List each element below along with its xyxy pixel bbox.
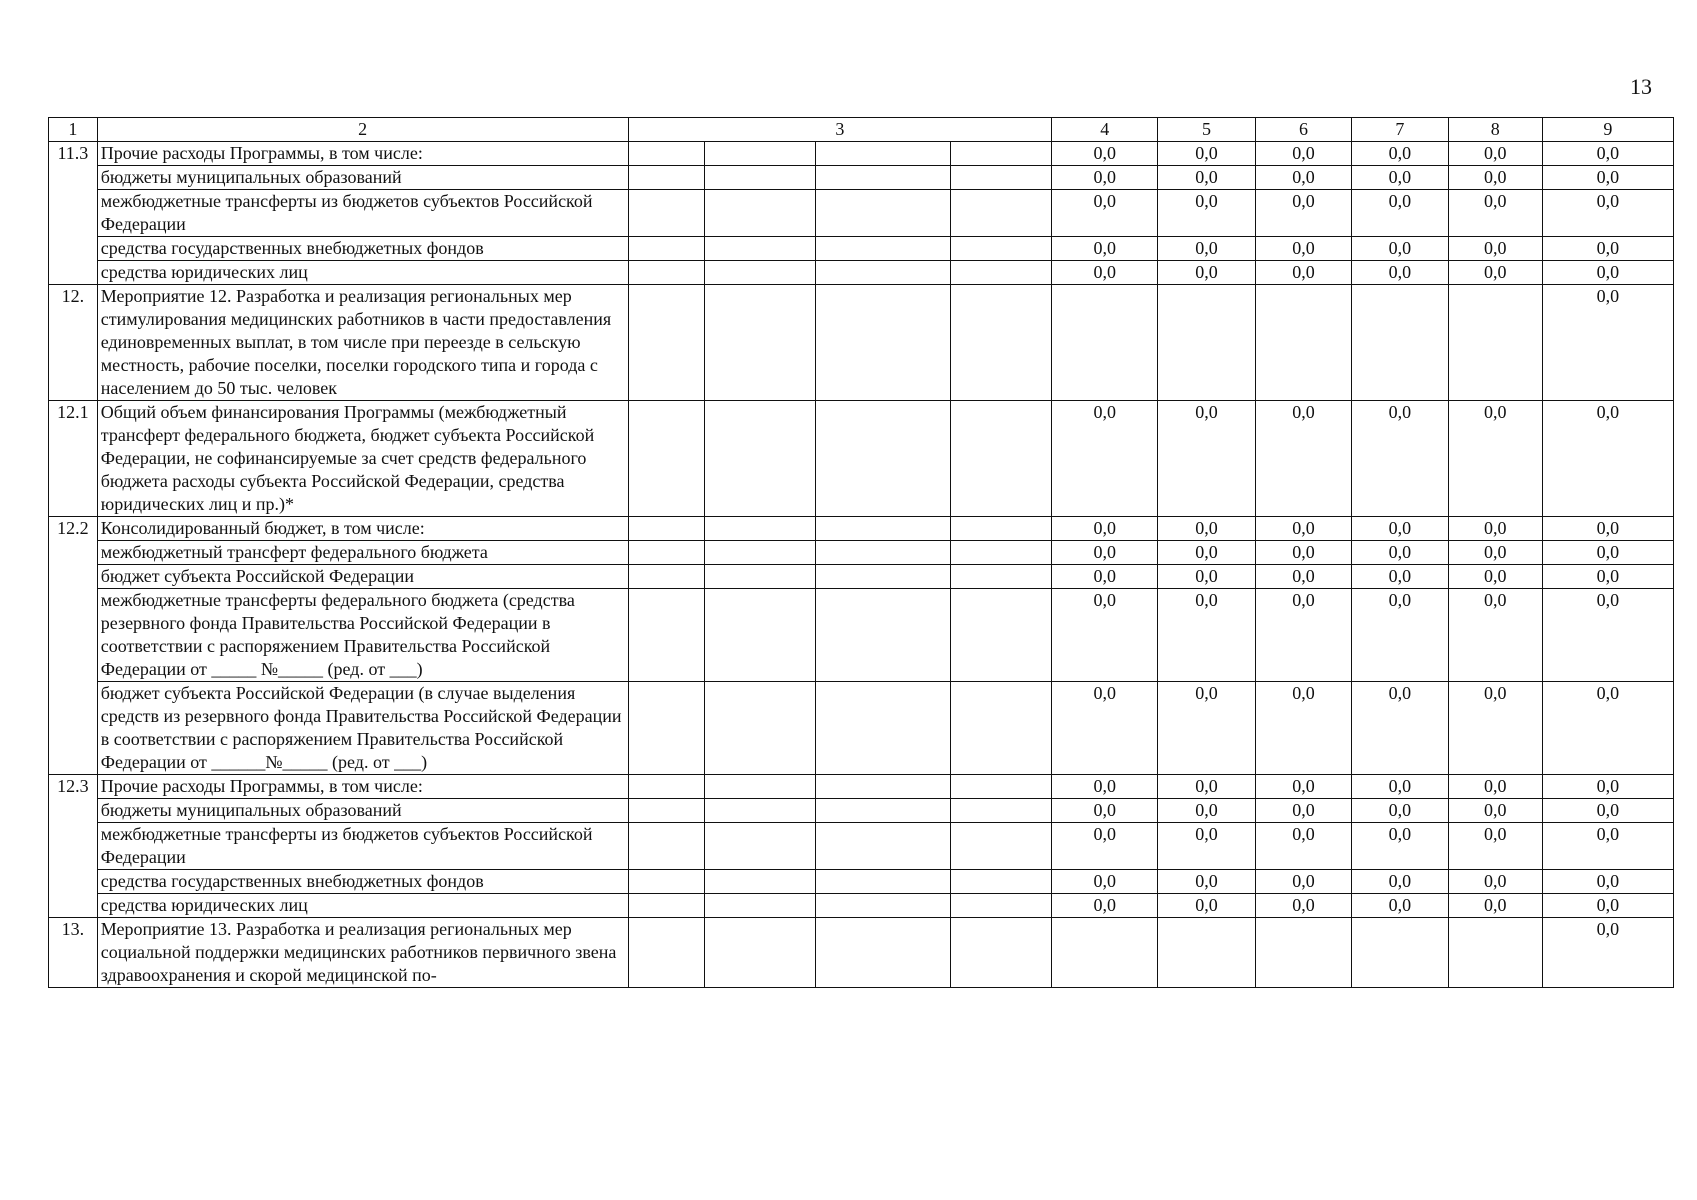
value-cell: 0,0: [1542, 799, 1673, 823]
row-label: межбюджетный трансферт федерального бюджета: [97, 541, 628, 565]
header-cell: 3: [628, 118, 1052, 142]
value-cell: 0,0: [1448, 565, 1542, 589]
column-3-subcell: [951, 190, 1052, 237]
value-cell: 0,0: [1448, 775, 1542, 799]
value-cell: 0,0: [1158, 775, 1256, 799]
value-cell: 0,0: [1255, 775, 1351, 799]
column-3-subcell: [628, 517, 705, 541]
table-row: [49, 823, 1674, 870]
value-cell: 0,0: [1352, 237, 1448, 261]
header-cell: 6: [1255, 118, 1351, 142]
value-cell: 0,0: [1052, 541, 1158, 565]
row-label: средства государственных внебюджетных фондов: [97, 870, 628, 894]
column-3-subcell: [815, 261, 950, 285]
value-cell: 0,0: [1352, 870, 1448, 894]
row-number: [49, 589, 98, 682]
column-3-subcell: [815, 541, 950, 565]
row-label: Мероприятие 12. Разработка и реализация региональных мер стимулирования медицинских работников в части предоставления единовременных выплат, в том числе при переезде в сельскую местность, рабочие поселки, поселки городского типа и города с населением до 50 тыс. человек: [97, 285, 628, 401]
value-cell: 0,0: [1448, 166, 1542, 190]
column-3-subcell: [951, 285, 1052, 401]
financing-table: [48, 117, 1674, 988]
column-3-subcell: [815, 918, 950, 988]
header-cell: 9: [1542, 118, 1673, 142]
column-3-subcell: [628, 823, 705, 870]
value-cell: 0,0: [1255, 517, 1351, 541]
value-cell: 0,0: [1255, 823, 1351, 870]
value-cell: 0,0: [1542, 285, 1673, 401]
column-3-subcell: [815, 870, 950, 894]
value-cell: 0,0: [1052, 190, 1158, 237]
row-label: Прочие расходы Программы, в том числе:: [97, 775, 628, 799]
value-cell: 0,0: [1352, 894, 1448, 918]
column-3-subcell: [705, 166, 816, 190]
value-cell: 0,0: [1352, 142, 1448, 166]
column-3-subcell: [705, 799, 816, 823]
column-3-subcell: [705, 823, 816, 870]
row-label: средства юридических лиц: [97, 894, 628, 918]
value-cell: 0,0: [1158, 541, 1256, 565]
value-cell: 0,0: [1542, 142, 1673, 166]
row-number: [49, 237, 98, 261]
header-cell: 1: [49, 118, 98, 142]
value-cell: [1448, 918, 1542, 988]
column-3-subcell: [705, 565, 816, 589]
row-label: бюджет субъекта Российской Федерации: [97, 565, 628, 589]
value-cell: 0,0: [1255, 261, 1351, 285]
column-3-subcell: [628, 261, 705, 285]
row-number: [49, 823, 98, 870]
table-row: [49, 918, 1674, 988]
column-3-subcell: [628, 565, 705, 589]
header-cell: 2: [97, 118, 628, 142]
value-cell: 0,0: [1542, 401, 1673, 517]
column-3-subcell: [628, 142, 705, 166]
value-cell: 0,0: [1255, 142, 1351, 166]
column-3-subcell: [628, 285, 705, 401]
value-cell: 0,0: [1158, 894, 1256, 918]
value-cell: 0,0: [1158, 261, 1256, 285]
value-cell: 0,0: [1158, 565, 1256, 589]
column-3-subcell: [628, 401, 705, 517]
row-number: 12.3: [49, 775, 98, 799]
column-3-subcell: [628, 799, 705, 823]
value-cell: 0,0: [1052, 894, 1158, 918]
column-3-subcell: [815, 775, 950, 799]
column-3-subcell: [705, 261, 816, 285]
row-label: Мероприятие 13. Разработка и реализация региональных мер социальной поддержки медицинских работников первичного звена здравоохранения и скорой медицинской по-: [97, 918, 628, 988]
value-cell: 0,0: [1542, 261, 1673, 285]
column-3-subcell: [705, 517, 816, 541]
value-cell: 0,0: [1158, 823, 1256, 870]
column-3-subcell: [815, 823, 950, 870]
value-cell: 0,0: [1255, 190, 1351, 237]
value-cell: 0,0: [1352, 190, 1448, 237]
column-3-subcell: [628, 894, 705, 918]
value-cell: 0,0: [1052, 870, 1158, 894]
value-cell: [1158, 285, 1256, 401]
column-3-subcell: [815, 565, 950, 589]
column-3-subcell: [628, 682, 705, 775]
row-number: 13.: [49, 918, 98, 988]
value-cell: 0,0: [1542, 565, 1673, 589]
value-cell: 0,0: [1448, 401, 1542, 517]
column-3-subcell: [951, 918, 1052, 988]
header-row: [49, 118, 1674, 142]
value-cell: 0,0: [1542, 682, 1673, 775]
column-3-subcell: [628, 589, 705, 682]
row-label: межбюджетные трансферты из бюджетов субъектов Российской Федерации: [97, 823, 628, 870]
value-cell: 0,0: [1448, 517, 1542, 541]
column-3-subcell: [951, 870, 1052, 894]
row-label: бюджеты муниципальных образований: [97, 166, 628, 190]
value-cell: 0,0: [1448, 190, 1542, 237]
row-number: [49, 894, 98, 918]
value-cell: 0,0: [1448, 142, 1542, 166]
column-3-subcell: [628, 237, 705, 261]
value-cell: [1158, 918, 1256, 988]
header-cell: 7: [1352, 118, 1448, 142]
table-row: [49, 237, 1674, 261]
value-cell: 0,0: [1158, 517, 1256, 541]
table-row: [49, 870, 1674, 894]
value-cell: 0,0: [1448, 682, 1542, 775]
column-3-subcell: [951, 261, 1052, 285]
value-cell: [1448, 285, 1542, 401]
value-cell: 0,0: [1448, 541, 1542, 565]
value-cell: 0,0: [1448, 799, 1542, 823]
column-3-subcell: [815, 894, 950, 918]
value-cell: 0,0: [1158, 870, 1256, 894]
value-cell: 0,0: [1352, 589, 1448, 682]
column-3-subcell: [705, 918, 816, 988]
row-label: межбюджетные трансферты федерального бюджета (средства резервного фонда Правительства Российской Федерации в соответствии с распоряжением Правительства Российской Федерации от _____ №_____ (ред. от ___): [97, 589, 628, 682]
row-number: 12.2: [49, 517, 98, 541]
value-cell: 0,0: [1448, 237, 1542, 261]
value-cell: 0,0: [1255, 541, 1351, 565]
row-label: Прочие расходы Программы, в том числе:: [97, 142, 628, 166]
column-3-subcell: [815, 285, 950, 401]
value-cell: 0,0: [1448, 823, 1542, 870]
value-cell: [1255, 285, 1351, 401]
table-row: [49, 517, 1674, 541]
value-cell: [1052, 918, 1158, 988]
row-number: [49, 166, 98, 190]
value-cell: 0,0: [1052, 799, 1158, 823]
table-row: [49, 682, 1674, 775]
row-number: [49, 190, 98, 237]
value-cell: 0,0: [1448, 589, 1542, 682]
row-number: [49, 565, 98, 589]
column-3-subcell: [705, 237, 816, 261]
value-cell: 0,0: [1542, 775, 1673, 799]
value-cell: 0,0: [1158, 190, 1256, 237]
column-3-subcell: [705, 589, 816, 682]
value-cell: 0,0: [1542, 166, 1673, 190]
value-cell: 0,0: [1448, 870, 1542, 894]
value-cell: 0,0: [1052, 589, 1158, 682]
value-cell: 0,0: [1158, 799, 1256, 823]
value-cell: [1255, 918, 1351, 988]
column-3-subcell: [951, 401, 1052, 517]
row-number: 12.1: [49, 401, 98, 517]
column-3-subcell: [628, 775, 705, 799]
value-cell: 0,0: [1448, 894, 1542, 918]
column-3-subcell: [705, 190, 816, 237]
table-row: [49, 261, 1674, 285]
column-3-subcell: [705, 142, 816, 166]
column-3-subcell: [815, 401, 950, 517]
value-cell: 0,0: [1352, 799, 1448, 823]
row-label: средства юридических лиц: [97, 261, 628, 285]
table-row: [49, 541, 1674, 565]
column-3-subcell: [628, 918, 705, 988]
column-3-subcell: [815, 589, 950, 682]
column-3-subcell: [951, 517, 1052, 541]
column-3-subcell: [951, 799, 1052, 823]
column-3-subcell: [951, 166, 1052, 190]
column-3-subcell: [951, 237, 1052, 261]
value-cell: 0,0: [1052, 142, 1158, 166]
page-number: 13: [1630, 74, 1652, 99]
value-cell: 0,0: [1255, 682, 1351, 775]
table-row: [49, 565, 1674, 589]
value-cell: 0,0: [1352, 565, 1448, 589]
row-label: средства государственных внебюджетных фондов: [97, 237, 628, 261]
column-3-subcell: [815, 190, 950, 237]
row-number: [49, 799, 98, 823]
row-number: [49, 870, 98, 894]
column-3-subcell: [705, 541, 816, 565]
row-label: Консолидированный бюджет, в том числе:: [97, 517, 628, 541]
value-cell: 0,0: [1542, 870, 1673, 894]
header-cell: 5: [1158, 118, 1256, 142]
column-3-subcell: [951, 142, 1052, 166]
table-row: [49, 401, 1674, 517]
value-cell: [1352, 918, 1448, 988]
row-number: [49, 682, 98, 775]
header-cell: 4: [1052, 118, 1158, 142]
table-row: [49, 775, 1674, 799]
row-number: [49, 541, 98, 565]
value-cell: 0,0: [1158, 142, 1256, 166]
value-cell: 0,0: [1542, 589, 1673, 682]
column-3-subcell: [705, 682, 816, 775]
value-cell: 0,0: [1542, 190, 1673, 237]
row-label: бюджеты муниципальных образований: [97, 799, 628, 823]
column-3-subcell: [951, 894, 1052, 918]
table-row: [49, 166, 1674, 190]
column-3-subcell: [815, 517, 950, 541]
header-cell: 8: [1448, 118, 1542, 142]
value-cell: 0,0: [1542, 894, 1673, 918]
value-cell: 0,0: [1352, 775, 1448, 799]
value-cell: 0,0: [1052, 823, 1158, 870]
value-cell: 0,0: [1255, 870, 1351, 894]
value-cell: 0,0: [1255, 894, 1351, 918]
table-row: [49, 589, 1674, 682]
table-body: [49, 118, 1674, 988]
value-cell: 0,0: [1255, 237, 1351, 261]
value-cell: 0,0: [1052, 166, 1158, 190]
value-cell: 0,0: [1158, 166, 1256, 190]
column-3-subcell: [951, 589, 1052, 682]
table-row: [49, 190, 1674, 237]
table-row: [49, 142, 1674, 166]
value-cell: 0,0: [1255, 166, 1351, 190]
value-cell: 0,0: [1255, 799, 1351, 823]
value-cell: 0,0: [1158, 401, 1256, 517]
column-3-subcell: [951, 565, 1052, 589]
table-row: [49, 285, 1674, 401]
row-number: 12.: [49, 285, 98, 401]
column-3-subcell: [815, 142, 950, 166]
value-cell: [1352, 285, 1448, 401]
value-cell: 0,0: [1158, 682, 1256, 775]
value-cell: 0,0: [1158, 589, 1256, 682]
value-cell: 0,0: [1255, 589, 1351, 682]
value-cell: 0,0: [1052, 565, 1158, 589]
column-3-subcell: [705, 775, 816, 799]
column-3-subcell: [628, 870, 705, 894]
value-cell: 0,0: [1352, 823, 1448, 870]
value-cell: 0,0: [1542, 823, 1673, 870]
value-cell: 0,0: [1352, 517, 1448, 541]
column-3-subcell: [628, 541, 705, 565]
value-cell: 0,0: [1448, 261, 1542, 285]
row-number: [49, 261, 98, 285]
column-3-subcell: [705, 285, 816, 401]
value-cell: 0,0: [1052, 237, 1158, 261]
value-cell: 0,0: [1052, 401, 1158, 517]
table-row: [49, 894, 1674, 918]
value-cell: 0,0: [1542, 918, 1673, 988]
value-cell: 0,0: [1352, 541, 1448, 565]
column-3-subcell: [705, 401, 816, 517]
column-3-subcell: [815, 799, 950, 823]
row-label: Общий объем финансирования Программы (межбюджетный трансферт федерального бюджета, бюджет субъекта Российской Федерации, не софинансируемые за счет средств федерального бюджета расходы субъекта Российской Федерации, средства юридических лиц и пр.)*: [97, 401, 628, 517]
value-cell: 0,0: [1542, 541, 1673, 565]
column-3-subcell: [951, 823, 1052, 870]
value-cell: 0,0: [1352, 401, 1448, 517]
value-cell: 0,0: [1352, 682, 1448, 775]
column-3-subcell: [815, 682, 950, 775]
value-cell: 0,0: [1542, 517, 1673, 541]
column-3-subcell: [815, 166, 950, 190]
value-cell: 0,0: [1255, 565, 1351, 589]
column-3-subcell: [705, 894, 816, 918]
column-3-subcell: [951, 541, 1052, 565]
value-cell: 0,0: [1052, 775, 1158, 799]
value-cell: [1052, 285, 1158, 401]
value-cell: 0,0: [1158, 237, 1256, 261]
value-cell: 0,0: [1255, 401, 1351, 517]
column-3-subcell: [628, 166, 705, 190]
column-3-subcell: [815, 237, 950, 261]
column-3-subcell: [951, 682, 1052, 775]
value-cell: 0,0: [1352, 261, 1448, 285]
value-cell: 0,0: [1352, 166, 1448, 190]
column-3-subcell: [628, 190, 705, 237]
value-cell: 0,0: [1052, 261, 1158, 285]
row-number: 11.3: [49, 142, 98, 166]
column-3-subcell: [951, 775, 1052, 799]
column-3-subcell: [705, 870, 816, 894]
row-label: межбюджетные трансферты из бюджетов субъектов Российской Федерации: [97, 190, 628, 237]
row-label: бюджет субъекта Российской Федерации (в случае выделения средств из резервного фонда Правительства Российской Федерации в соответствии с распоряжением Правительства Российской Федерации от ______№_____ (ред. от ___): [97, 682, 628, 775]
value-cell: 0,0: [1052, 682, 1158, 775]
table-row: [49, 799, 1674, 823]
value-cell: 0,0: [1052, 517, 1158, 541]
value-cell: 0,0: [1542, 237, 1673, 261]
